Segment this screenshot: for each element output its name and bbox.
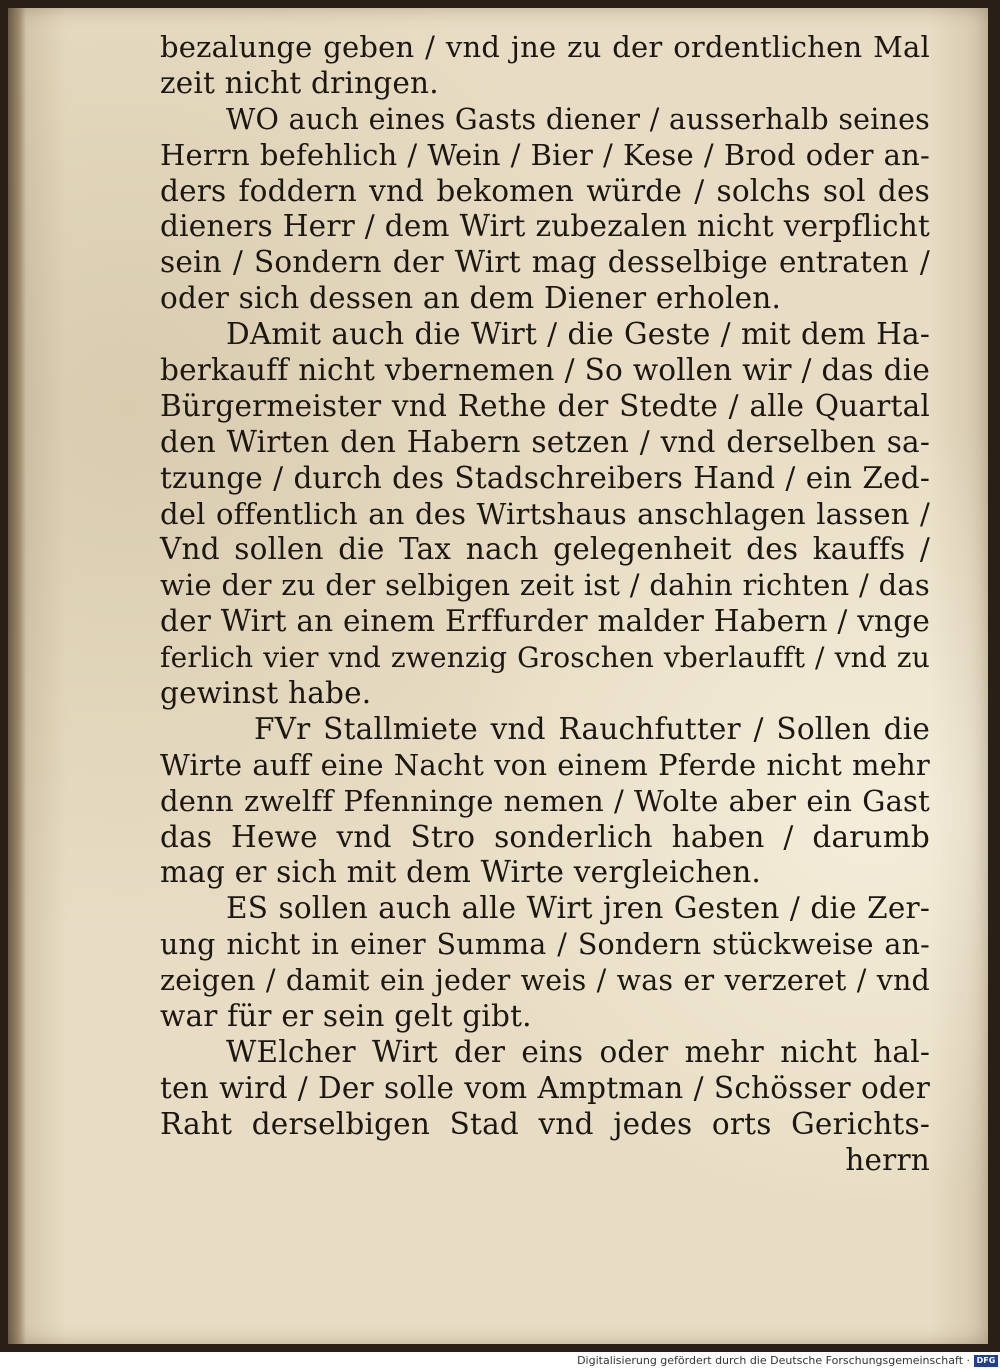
page-text bbox=[160, 30, 930, 1179]
text-line: wie der zu der selbigen zeit ist / dahin richten / das bbox=[160, 568, 930, 603]
digitization-footer bbox=[0, 1352, 1000, 1370]
text-line: FVr Stallmiete vnd Rauchfutter / Sollen die bbox=[254, 711, 930, 746]
text-line: ders foddern vnd bekomen würde / solchs sol des bbox=[160, 173, 930, 208]
text-line: ung nicht in einer Summa / Sondern stückweise an- bbox=[160, 928, 930, 962]
text-line: berkauff nicht vbernemen / So wollen wir / das die bbox=[160, 353, 930, 388]
text-line: bezalunge geben / vnd jne zu der ordentlichen Mal bbox=[160, 30, 930, 64]
text-line: das Hewe vnd Stro sonderlich haben / darumb bbox=[160, 819, 930, 854]
text-line: ferlich vier vnd zwenzig Groschen vberlaufft / vnd zu bbox=[160, 641, 930, 675]
text-line: gewinst habe. bbox=[160, 676, 372, 711]
text-line: der Wirt an einem Erffurder malder Habern / vnge bbox=[160, 604, 930, 639]
text-line: mag er sich mit dem Wirte vergleichen. bbox=[160, 855, 761, 890]
text-line: del offentlich an des Wirtshaus anschlagen lassen / bbox=[160, 496, 930, 531]
text-line: den Wirten den Habern setzen / vnd derselben sa- bbox=[160, 424, 930, 459]
text-line: Raht derselbigen Stad vnd jedes orts Gerichts- bbox=[160, 1106, 930, 1141]
text-line: ten wird / Der solle vom Amptman / Schösser oder bbox=[160, 1070, 930, 1105]
text-line: Vnd sollen die Tax nach gelegenheit des kauffs / bbox=[160, 532, 930, 567]
text-line: tzunge / durch des Stadschreibers Hand / ein Zed- bbox=[160, 460, 930, 495]
catchword: herrn bbox=[845, 1142, 930, 1177]
dfg-logo-icon: DFG bbox=[974, 1355, 998, 1367]
text-line: zeigen / damit ein jeder weis / was er verzeret / vnd bbox=[160, 964, 930, 998]
text-line: dieners Herr / dem Wirt zubezalen nicht verpflicht bbox=[160, 209, 930, 244]
text-line: oder sich dessen an dem Diener erholen. bbox=[160, 281, 782, 316]
text-line: WElcher Wirt der eins oder mehr nicht hal- bbox=[226, 1034, 930, 1069]
text-line: Bürgermeister vnd Rethe der Stedte / alle Quartal bbox=[160, 388, 930, 423]
footer-credit: Digitalisierung gefördert durch die Deutsche Forschungsgemeinschaft · bbox=[577, 1354, 970, 1367]
text-line: war für er sein gelt gibt. bbox=[160, 999, 532, 1034]
text-line: sein / Sondern der Wirt mag desselbige entraten / bbox=[160, 245, 930, 280]
text-line: denn zwelff Pfenninge nemen / Wolte aber ein Gast bbox=[160, 783, 930, 818]
text-line: Herrn befehlich / Wein / Bier / Kese / Brod oder an- bbox=[160, 137, 930, 172]
text-line: ES sollen auch alle Wirt jren Gesten / die Zer- bbox=[226, 891, 930, 926]
text-line: DAmit auch die Wirt / die Geste / mit dem Ha- bbox=[226, 317, 930, 352]
text-line: zeit nicht dringen. bbox=[160, 65, 439, 100]
text-line: Wirte auff eine Nacht von einem Pferde nicht mehr bbox=[160, 747, 930, 782]
text-line: WO auch eines Gasts diener / ausserhalb seines bbox=[226, 102, 930, 136]
page-binding-edge bbox=[8, 8, 26, 1344]
